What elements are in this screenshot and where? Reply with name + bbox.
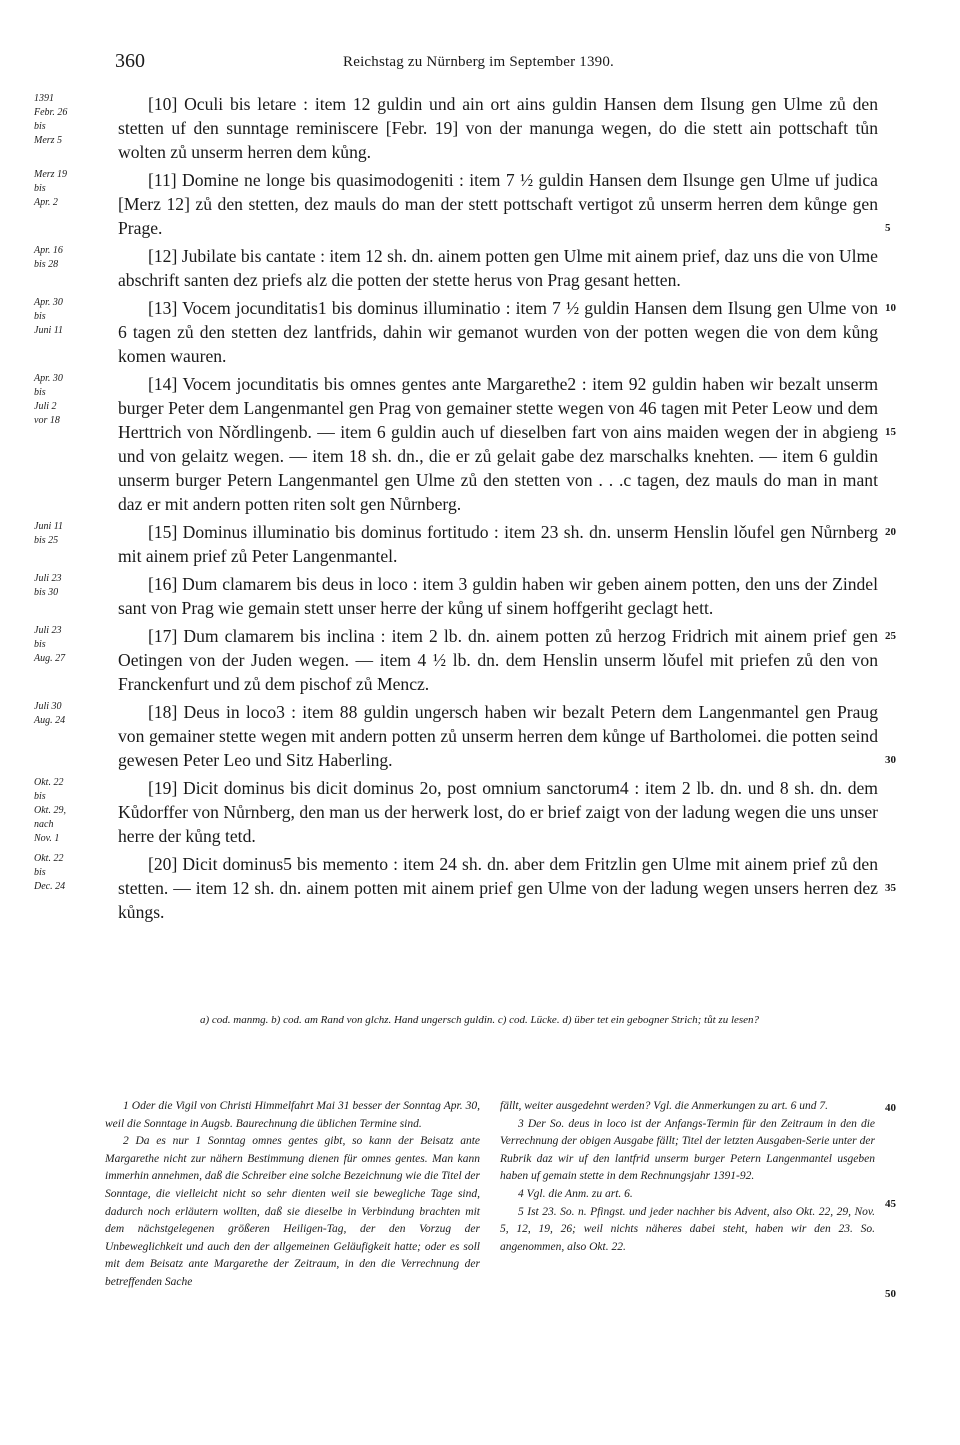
entry-18 — [0, 700, 960, 772]
line-number: 5 — [885, 222, 891, 234]
entry-dates: Apr. 30 bis Juni 11 — [34, 297, 63, 336]
footnotes-right-column — [500, 1098, 875, 1256]
entry-dates: 1391 Febr. 26 bis Merz 5 — [34, 93, 68, 146]
entry-dates: Juli 30 Aug. 24 — [34, 701, 66, 726]
variant-readings: a) cod. manmg. b) cod. am Rand von glchz. Hand ungersch guldin. c) cod. Lücke. d) über tet ein gebogner Strich; tůt zu lesen? — [200, 1014, 760, 1026]
line-number: 25 — [885, 630, 896, 642]
entry-text: [18] Deus in loco3 : item 88 guldin ungersch haben wir bezalt Petern dem Langenmantel gen Praug von gemainer stette wegen mit andern potten zů unserm herren dem kůnge uf Bartholomei. die potten seind gewesen Peter Leo und Sitz Haberling. — [118, 702, 878, 770]
entry-dates: Apr. 30 bis Juli 2 vor 18 — [34, 373, 63, 426]
entry-text: [12] Jubilate bis cantate : item 12 sh. dn. ainem potten gen Ulme mit ainem prief, daz uns die von Ulme abschrift santen dez priefs alz die potten der stette herus von Prag gesant hetten. — [118, 246, 878, 290]
entry-dates: Juli 23 bis 30 — [34, 573, 62, 598]
entry-dates: Okt. 22 bis Okt. 29, nach Nov. 1 — [34, 777, 66, 844]
entry-14 — [0, 372, 960, 516]
footnote-2-continued: fällt, weiter ausgedehnt werden? Vgl. die Anmerkungen zu art. 6 und 7. — [500, 1100, 829, 1112]
entry-text: [13] Vocem jocunditatis1 bis dominus illuminatio : item 7 ½ guldin Hansen dem Ilsung gen Ulme von 6 tagen zů den stetten dez lantfrids, dahin wir gemanot wurden von der potten wegen die von dem kůng komen wauren. — [118, 298, 878, 366]
running-title: Reichstag zu Nürnberg im September 1390. — [343, 54, 614, 70]
line-number: 30 — [885, 754, 896, 766]
entry-16 — [0, 572, 960, 620]
entry-17 — [0, 624, 960, 696]
entry-text: [11] Domine ne longe bis quasimodogeniti : item 7 ½ guldin Hansen dem Ilsunge gen Ulme uf judica [Merz 12] zů den stetten, dez mauls do man der stett pottschaft vertigot zů unserm herren dem kůnge gen Prage. — [118, 170, 878, 238]
page-header — [115, 50, 875, 80]
entry-text: [14] Vocem jocunditatis bis omnes gentes ante Margarethe2 : item 92 guldin haben wir bezalt unserm burger Peter dem Langenmantel gen Prag von gemainer stette wegen von 46 tagen mit Peter Leow und dem Herttrich von Nǒrdlingenb. — item 6 guldin auch uf dieselben fart von ains maiden wegen der in abgieng und von gelaitz wegen. — item 18 sh. dn., die er zů gelait gabe dez marschalks knehten. — item 6 guldin unserm burger Petern Langenmantel gen Ulme zů den stetten von . . .c tagen, dez mauls do man in mant daz er mit andern potten riten solt gen Nůrnberg. — [118, 374, 878, 514]
footnote-2: 2 Da es nur 1 Sonntag omnes gentes gibt, so kann der Beisatz ante Margarethe nicht zur nähern Bestimmung dienen für omnes gentes. Man kann immerhin annehmen, daß die Schreiber eine solche Bezeichnung wie die Titel der Sonntage, die vielleicht nicht so sehr dienten weil sie bewegliche Tage sind, dadurch noch erläutern wollten, daß sie dieselbe in Verbindung brachten mit dem nächstgelegenen größeren Heiligen-Tag, der den Vorzug der Unbeweglichkeit und auch den der allgemeinen Geläufigkeit hatte; oder es soll mit dem Beisatz ante Margarethe der Zeitraum, in den die Verrechnung der betreffenden Sache — [105, 1135, 480, 1288]
line-number: 40 — [885, 1102, 896, 1114]
entry-dates: Juli 23 bis Aug. 27 — [34, 625, 66, 664]
entry-text: [16] Dum clamarem bis deus in loco : item 3 guldin haben wir geben ainem potten, den uns der Zindel sant von Prag wie gemain stett unser herre der kůng uf sinem hoffgeriht geclagt hett. — [118, 574, 878, 618]
entry-text: [20] Dicit dominus5 bis memento : item 24 sh. dn. aber dem Fritzlin gen Ulme mit ainem prief zů den stetten. — item 12 sh. dn. ainem potten mit ainem prief gen Ulme von der ladung wegen unsers herren dez kůngs. — [118, 854, 878, 922]
footnote-3: 3 Der So. deus in loco ist der Anfangs-Termin für den Zeitraum in den die Verrechnung der obigen Ausgabe fällt; Titel der letzten Ausgaben-Serie unter der Rubrik daz wir uf den lantfrid unserm burger Petern Langenmantel usgeben haben uf gemain stette in dem Rechnungsjahr 1391-92. — [500, 1117, 875, 1183]
entry-15 — [0, 520, 960, 568]
entry-12 — [0, 244, 960, 292]
entry-dates: Merz 19 bis Apr. 2 — [34, 169, 68, 208]
entry-20 — [0, 852, 960, 924]
line-number: 45 — [885, 1198, 896, 1210]
entry-19 — [0, 776, 960, 848]
line-number: 15 — [885, 426, 896, 438]
line-number: 10 — [885, 302, 896, 314]
entry-text: [10] Oculi bis letare : item 12 guldin und ain ort ains guldin Hansen dem Ilsung gen Ulme zů den stetten uf den sunntage reminiscere [Febr. 19] von der manunga wegen, do die stett ain pottschaft tůn wolten zů unserm herren dem kůng. — [118, 94, 878, 162]
entry-dates: Juni 11 bis 25 — [34, 521, 63, 546]
footnote-4: 4 Vgl. die Anm. zu art. 6. — [518, 1187, 633, 1200]
entry-13 — [0, 296, 960, 368]
line-number: 50 — [885, 1288, 896, 1300]
entry-text: [15] Dominus illuminatio bis dominus fortitudo : item 23 sh. dn. unserm Henslin lǒufel gen Nůrnberg mit ainem prief zů Peter Langenmantel. — [118, 522, 878, 566]
entry-dates: Apr. 16 bis 28 — [34, 245, 63, 270]
entry-text: [17] Dum clamarem bis inclina : item 2 lb. dn. ainem potten zů herzog Fridrich mit ainem prief gen Oetingen von der Juden wegen. — item 4 ½ lb. dn. dem Henslin unserm lǒufel mit priefen zů den von Franckenfurt und zů dem pischof zů Mencz. — [118, 626, 878, 694]
entry-dates: Okt. 22 bis Dec. 24 — [34, 853, 66, 892]
entry-10 — [0, 92, 960, 164]
footnotes-left-column — [105, 1098, 480, 1292]
line-number: 20 — [885, 526, 896, 538]
footnote-5: 5 Ist 23. So. n. Pfingst. und jeder nachher bis Advent, also Okt. 22, 29, Nov. 5, 12, 19, 26; weil nichts näheres dabei steht, haben wir den 23. So. angenommen, also Okt. 22. — [500, 1205, 875, 1253]
page-number: 360 — [115, 50, 145, 72]
footnote-1: 1 Oder die Vigil von Christi Himmelfahrt Mai 31 besser der Sonntag Apr. 30, weil die Sonntage in Augsb. Baurechnung die üblichen Termine sind. — [105, 1100, 480, 1130]
entry-text: [19] Dicit dominus bis dicit dominus 2o, post omnium sanctorum4 : item 2 lb. dn. und 8 sh. dn. dem Kůdorffer von Nůrnberg, den man us der herwerk lost, do er brief zaigt von der ladung wegen die uns unser herre der kůng tetd. — [118, 778, 878, 846]
line-number: 35 — [885, 882, 896, 894]
entries-list — [0, 92, 960, 928]
entry-11 — [0, 168, 960, 240]
